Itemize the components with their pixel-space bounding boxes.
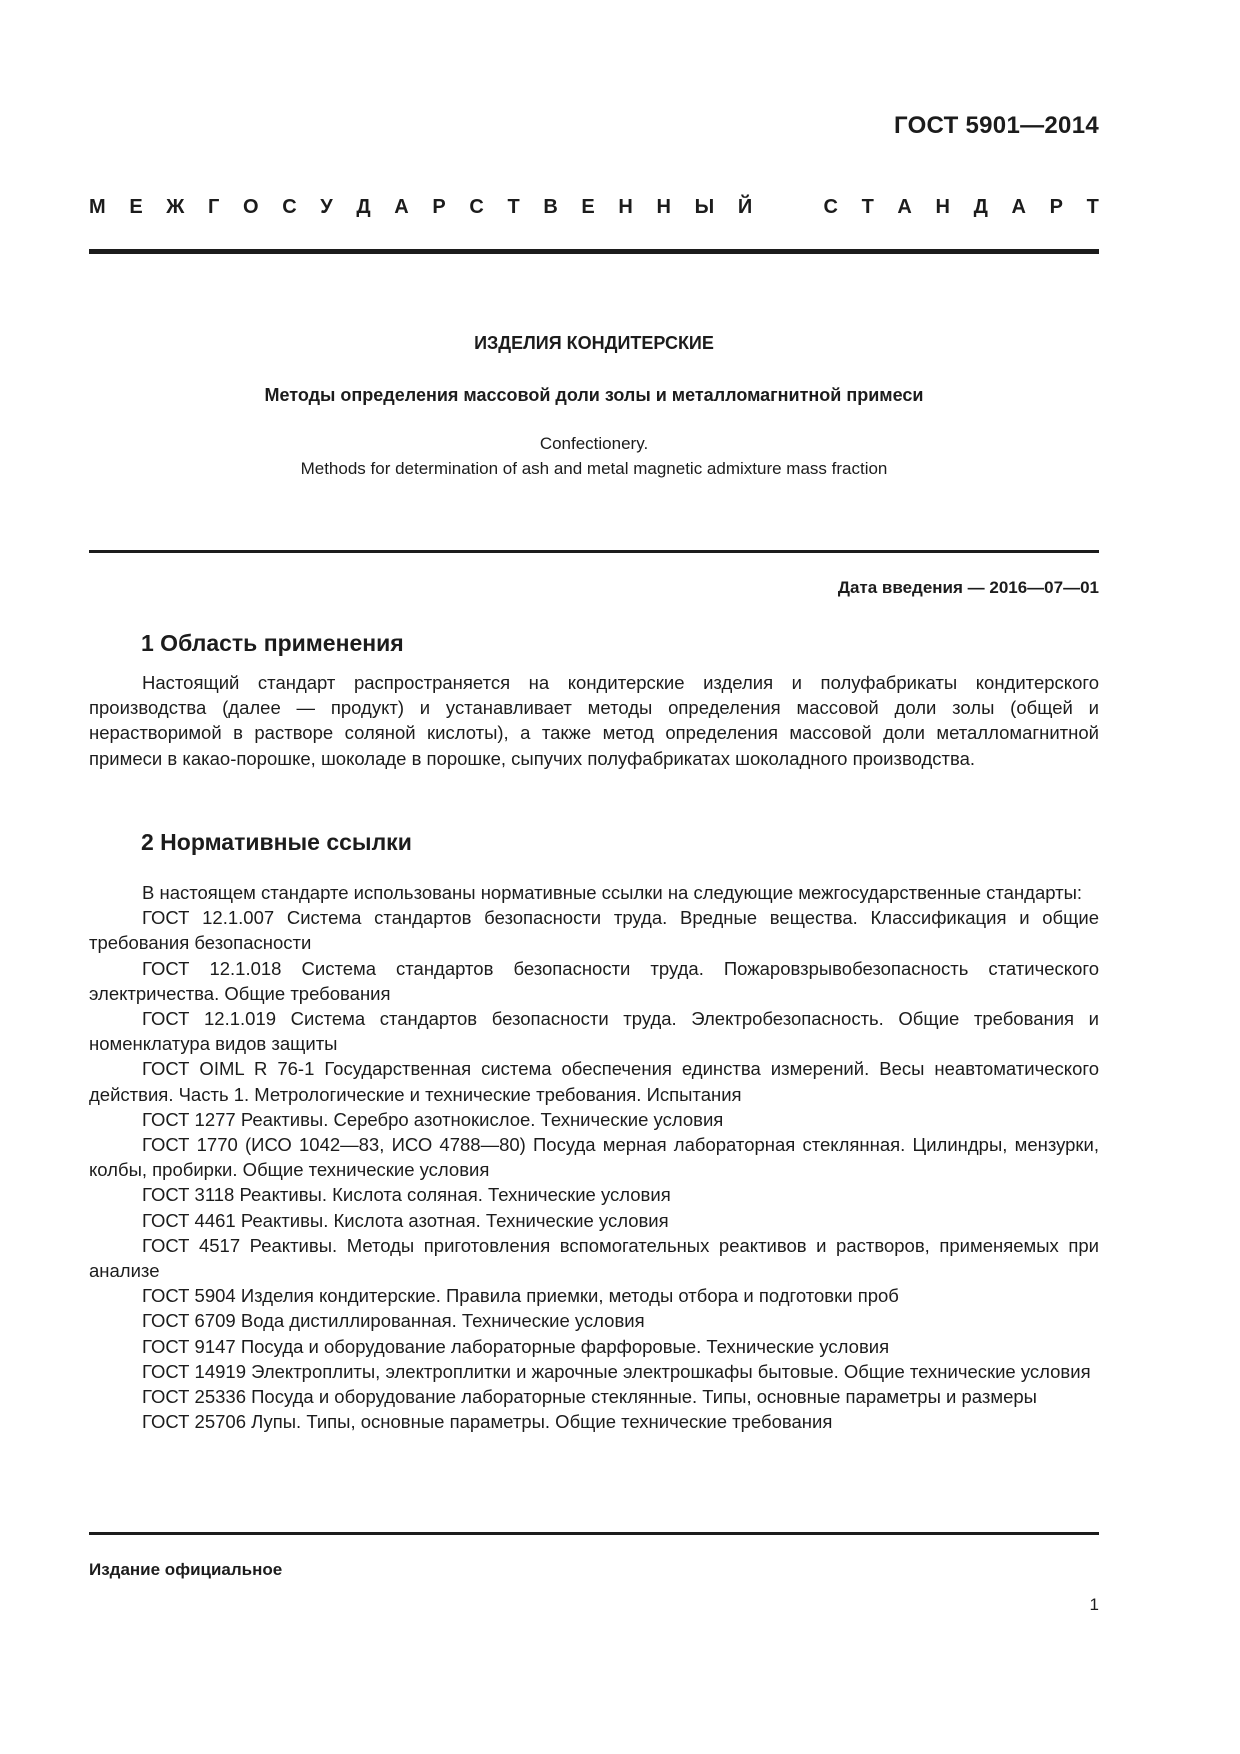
banner-letter: Н	[618, 195, 633, 218]
banner-letter: Ы	[694, 195, 715, 218]
reference-item: ГОСТ 25706 Лупы. Типы, основные параметры. Общие технические требования	[142, 1411, 833, 1433]
page-number: 1	[1089, 1595, 1099, 1614]
banner-letter: Ж	[166, 195, 185, 218]
banner-letter: Т	[507, 195, 520, 218]
banner-letter: Р	[1049, 195, 1063, 218]
english-title-line: Methods for determination of ash and metal magnetic admixture mass fraction	[300, 459, 888, 478]
reference-item: ГОСТ 4517 Реактивы. Методы приготовления вспомогательных реактивов и растворов, применяемых при анализе	[89, 1234, 1099, 1282]
document-number: ГОСТ 5901—2014	[893, 112, 1099, 139]
section-2-heading: 2 Нормативные ссылки	[141, 829, 412, 855]
title-rule	[89, 550, 1099, 553]
document-subtitle: Методы определения массовой доли золы и металломагнитной примеси	[264, 385, 924, 405]
banner-letter: А	[1011, 195, 1026, 218]
banner-letter: Д	[973, 195, 988, 218]
official-edition-label: Издание официальное	[89, 1560, 283, 1579]
references-intro: В настоящем стандарте использованы нормативные ссылки на следующие межгосударственные стандарты:	[142, 882, 1083, 903]
banner-letter: С	[823, 195, 838, 218]
banner-letter: Г	[208, 195, 220, 218]
section-1-text: Настоящий стандарт распространяется на кондитерские изделия и полуфабрикаты кондитерского производства (далее — продукт) и устанавливает методы определения массовой доли золы (общей и нерастворимой в растворе соляной кислоты), а также метод определения массовой доли металломагнитной примеси в какао-порошке, шоколаде в порошке, сыпучих полуфабрикатах шоколадного производства.	[89, 672, 1099, 769]
banner-letter: О	[243, 195, 259, 218]
reference-item: ГОСТ 12.1.018 Система стандартов безопасности труда. Пожаровзрывобезопасность статического электричества. Общие требования	[89, 957, 1099, 1004]
normative-references-list	[89, 880, 1099, 1434]
document-page	[89, 0, 1099, 1754]
banner-letter: Й	[737, 195, 753, 218]
introduction-date: Дата введения — 2016—07—01	[837, 578, 1099, 597]
reference-item: ГОСТ 1277 Реактивы. Серебро азотнокислое. Технические условия	[142, 1108, 724, 1130]
banner-letter: В	[543, 195, 558, 218]
banner-letter: Т	[1086, 195, 1099, 218]
reference-item: ГОСТ 14919 Электроплиты, электроплитки и жарочные электрошкафы бытовые. Общие технические условия	[142, 1360, 1091, 1382]
reference-item: ГОСТ OIML R 76-1 Государственная система обеспечения единства измерений. Весы неавтоматического действия. Часть 1. Метрологические и технические требования. Испытания	[89, 1058, 1099, 1105]
header-rule	[89, 249, 1099, 254]
banner-letter: М	[89, 195, 106, 218]
banner-letter: С	[282, 195, 297, 218]
banner-letter: Н	[656, 195, 671, 218]
english-title	[89, 431, 1099, 481]
banner-letter: Е	[129, 195, 143, 218]
banner-letter: Н	[935, 195, 950, 218]
reference-item: ГОСТ 5904 Изделия кондитерские. Правила приемки, методы отбора и подготовки проб	[142, 1285, 899, 1307]
reference-item: ГОСТ 4461 Реактивы. Кислота азотная. Технические условия	[142, 1209, 669, 1231]
reference-item: ГОСТ 25336 Посуда и оборудование лабораторные стеклянные. Типы, основные параметры и размеры	[142, 1386, 1037, 1408]
banner-letter: Д	[356, 195, 371, 218]
reference-item: ГОСТ 12.1.007 Система стандартов безопасности труда. Вредные вещества. Классификация и общие требования безопасности	[89, 907, 1099, 954]
banner-letter: Т	[861, 195, 874, 218]
section-1-heading: 1 Область применения	[141, 630, 404, 656]
banner-letter: У	[320, 195, 333, 218]
document-title: ИЗДЕЛИЯ КОНДИТЕРСКИЕ	[474, 333, 714, 353]
banner-letter: А	[394, 195, 409, 218]
reference-item: ГОСТ 9147 Посуда и оборудование лабораторные фарфоровые. Технические условия	[142, 1335, 890, 1357]
interstate-standard-banner	[89, 192, 1099, 222]
reference-item: ГОСТ 12.1.019 Система стандартов безопасности труда. Электробезопасность. Общие требования и номенклатура видов защиты	[89, 1008, 1099, 1055]
reference-item: ГОСТ 6709 Вода дистиллированная. Технические условия	[142, 1310, 645, 1332]
reference-item: ГОСТ 3118 Реактивы. Кислота соляная. Технические условия	[142, 1184, 671, 1206]
footer-rule	[89, 1532, 1099, 1535]
banner-letter: Е	[581, 195, 595, 218]
reference-item: ГОСТ 1770 (ИСО 1042—83, ИСО 4788—80) Посуда мерная лабораторная стеклянная. Цилиндры, мензурки, колбы, пробирки. Общие технические условия	[89, 1134, 1099, 1181]
english-title-line: Confectionery.	[539, 434, 649, 453]
banner-letter: Р	[432, 195, 446, 218]
banner-letter: С	[469, 195, 484, 218]
banner-letter: А	[897, 195, 912, 218]
